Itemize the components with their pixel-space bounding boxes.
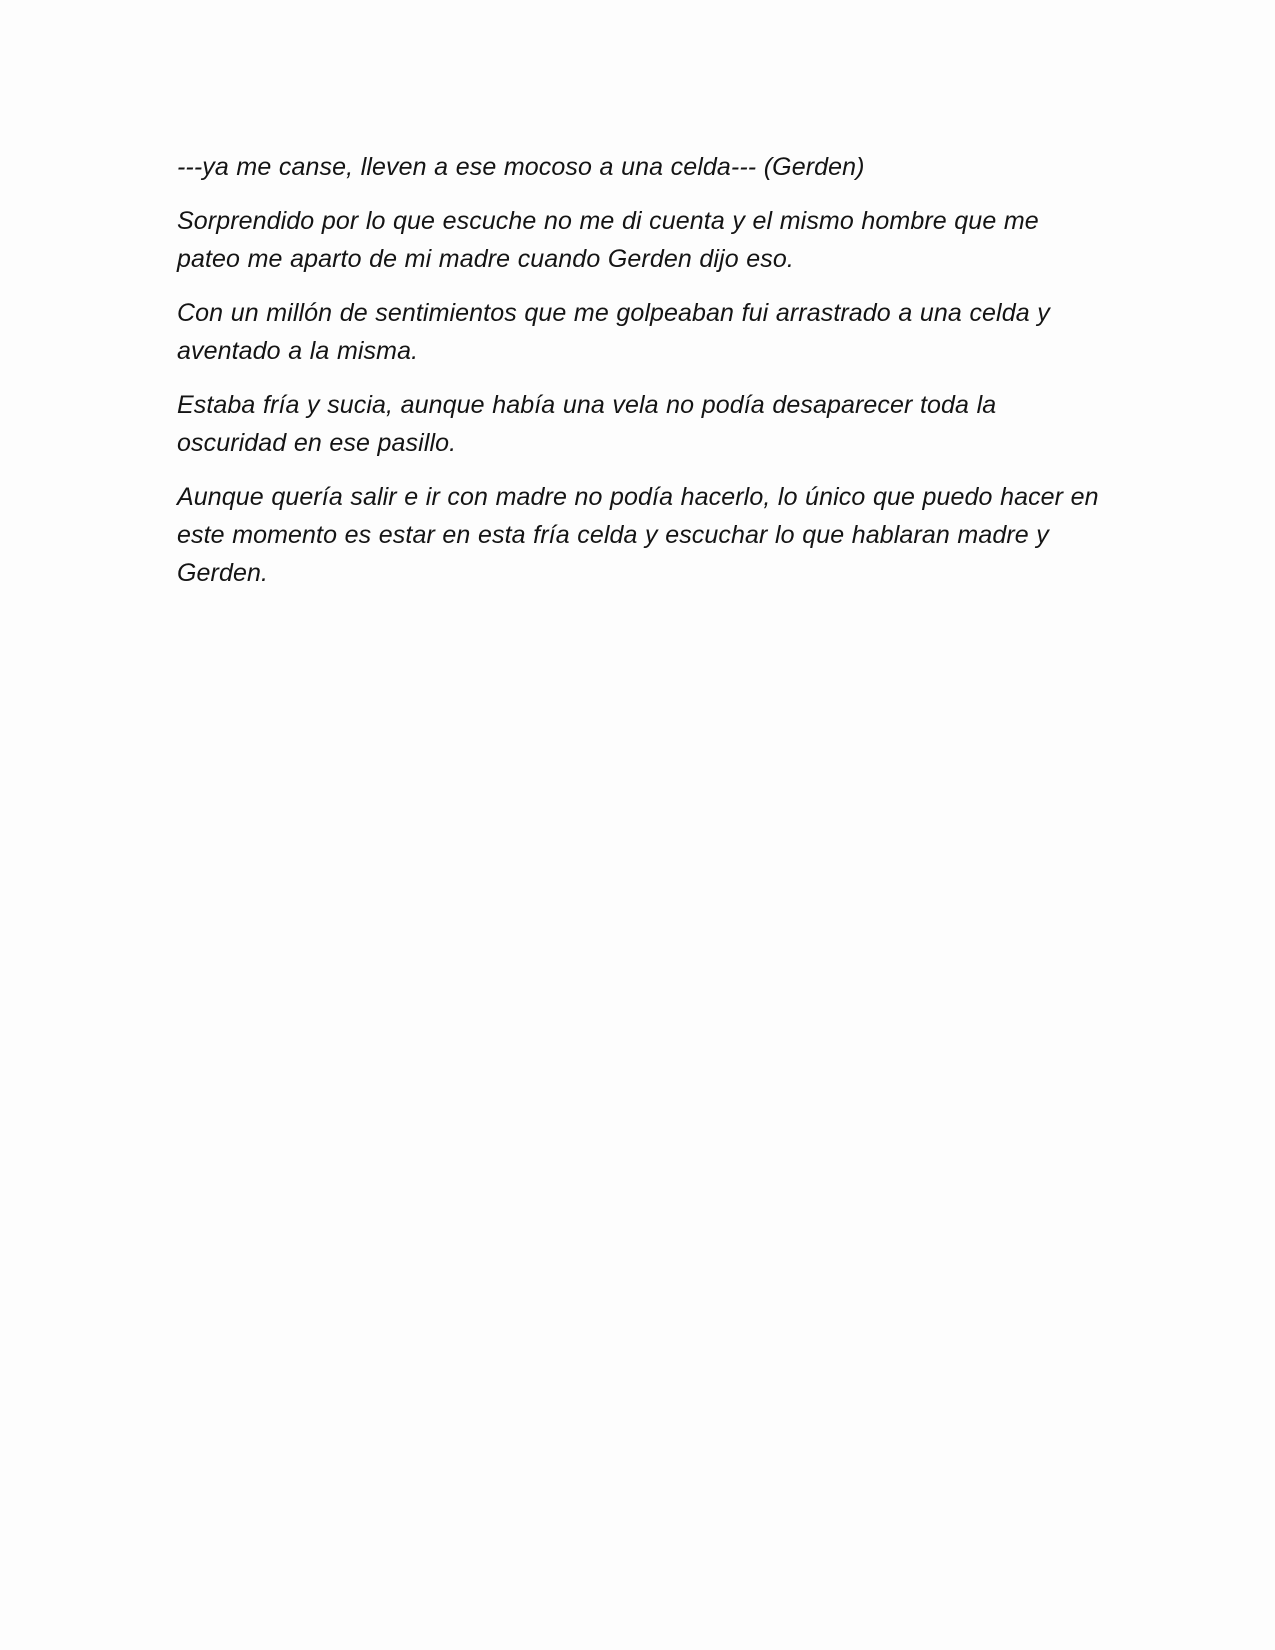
paragraph-dialogue: ---ya me canse, lleven a ese mocoso a una celda--- (Gerden): [177, 153, 865, 181]
document-body: [177, 148, 1107, 608]
paragraph: Sorprendido por lo que escuche no me di cuenta y el mismo hombre que me pateo me aparto de mi madre cuando Gerden dijo eso.: [177, 207, 1039, 273]
paragraph: Estaba fría y sucia, aunque había una vela no podía desaparecer toda la oscuridad en ese pasillo.: [177, 391, 997, 457]
paragraph: Con un millón de sentimientos que me golpeaban fui arrastrado a una celda y aventado a la misma.: [177, 299, 1050, 365]
paragraph: Aunque quería salir e ir con madre no podía hacerlo, lo único que puedo hacer en este momento es estar en esta fría celda y escuchar lo que hablaran madre y Gerden.: [177, 483, 1099, 587]
